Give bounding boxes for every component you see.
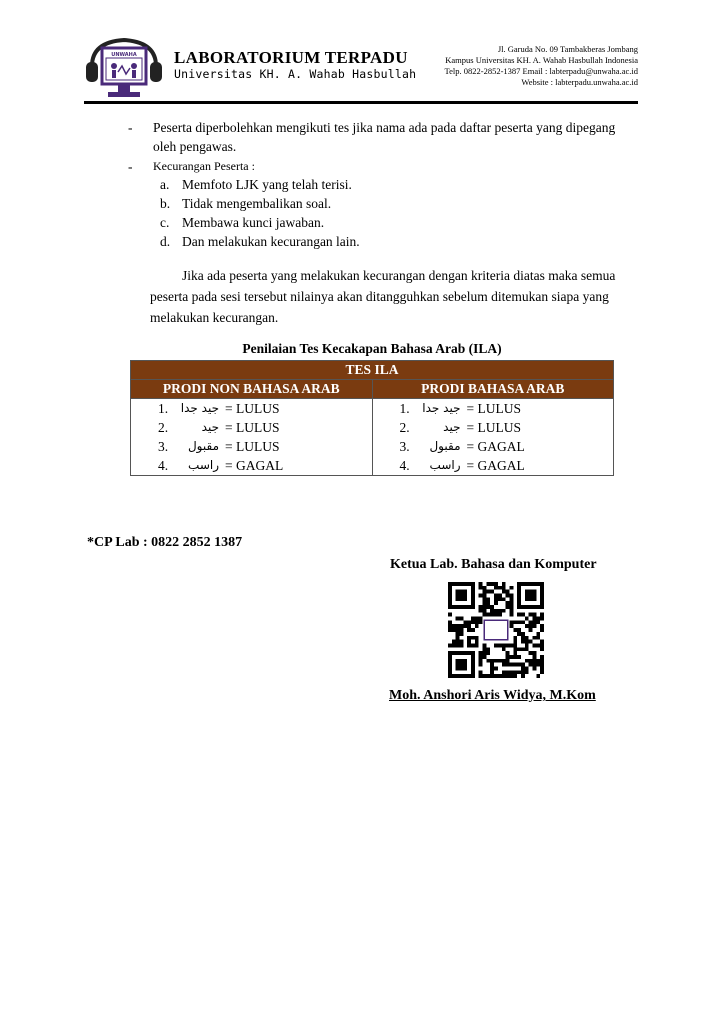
table-row: 1. جيد جدا = LULUS [158, 401, 280, 416]
logo-text: UNWAHA [111, 52, 137, 58]
address-line: Jl. Garuda No. 09 Tambakberas Jombang [497, 44, 638, 54]
qr-center-logo [484, 620, 507, 639]
sub-list-item: b. Tidak mengembalikan soal. [160, 196, 332, 211]
paragraph-line: peserta pada sesi tersebut nilainya akan ditangguhkan sebelum ditemukan siapa yang [150, 289, 609, 304]
lab-name: LABORATORIUM TERPADU [174, 48, 408, 67]
table-row: 3. مقبول = LULUS [158, 439, 280, 454]
university-name: Universitas KH. A. Wahab Hasbullah [174, 67, 417, 81]
table-row: 4. راسب = GAGAL [399, 458, 525, 473]
col-arab [372, 399, 614, 476]
col-header-non-arab: PRODI NON BAHASA ARAB [131, 380, 373, 399]
qr-finder [456, 659, 468, 671]
table-row: 2. جيد = LULUS [399, 420, 521, 435]
address-line: Kampus Universitas KH. A. Wahab Hasbullah Indonesia [445, 55, 638, 65]
signer-name: Moh. Anshori Aris Widya, M.Kom [389, 688, 596, 703]
qr-finder [525, 590, 537, 602]
table-row: 2. جيد = LULUS [158, 420, 280, 435]
website-line: Website : labterpadu.unwaha.ac.id [521, 77, 638, 87]
table-title: Penilaian Tes Kecakapan Bahasa Arab (ILA) [242, 341, 502, 356]
table-row: 3. مقبول = GAGAL [399, 439, 525, 454]
col-non-arab [131, 399, 373, 476]
sub-list-item: c. Membawa kunci jawaban. [160, 215, 325, 230]
qr-finder [456, 590, 468, 602]
ila-table [130, 360, 614, 476]
list-item: - Peserta diperbolehkan mengikuti tes jika nama ada pada daftar peserta yang dipegang [128, 120, 616, 135]
table-row: 4. راسب = GAGAL [158, 458, 284, 473]
col-header-arab: PRODI BAHASA ARAB [372, 380, 614, 399]
list-item: - Kecurangan Peserta : [128, 159, 255, 174]
qr-code [448, 582, 544, 678]
header-divider [84, 101, 638, 104]
signature-title: Ketua Lab. Bahasa dan Komputer [390, 557, 597, 572]
table-row: 1. جيد جدا = LULUS [399, 401, 521, 416]
table-header: TES ILA [131, 361, 614, 380]
paragraph-line: melakukan kecurangan. [150, 310, 279, 325]
laboratory-logo [84, 36, 164, 100]
sub-list-item: d. Dan melakukan kecurangan lain. [160, 234, 360, 249]
list-item-continued: oleh pengawas. [153, 139, 237, 154]
paragraph-line: Jika ada peserta yang melakukan kecurangan dengan kriteria diatas maka semua [182, 268, 616, 283]
sub-list-item: a. Memfoto LJK yang telah terisi. [160, 177, 352, 192]
contact-line: Telp. 0822-2852-1387 Email : labterpadu@unwaha.ac.id [444, 66, 638, 76]
contact-person: *CP Lab : 0822 2852 1387 [87, 535, 243, 550]
